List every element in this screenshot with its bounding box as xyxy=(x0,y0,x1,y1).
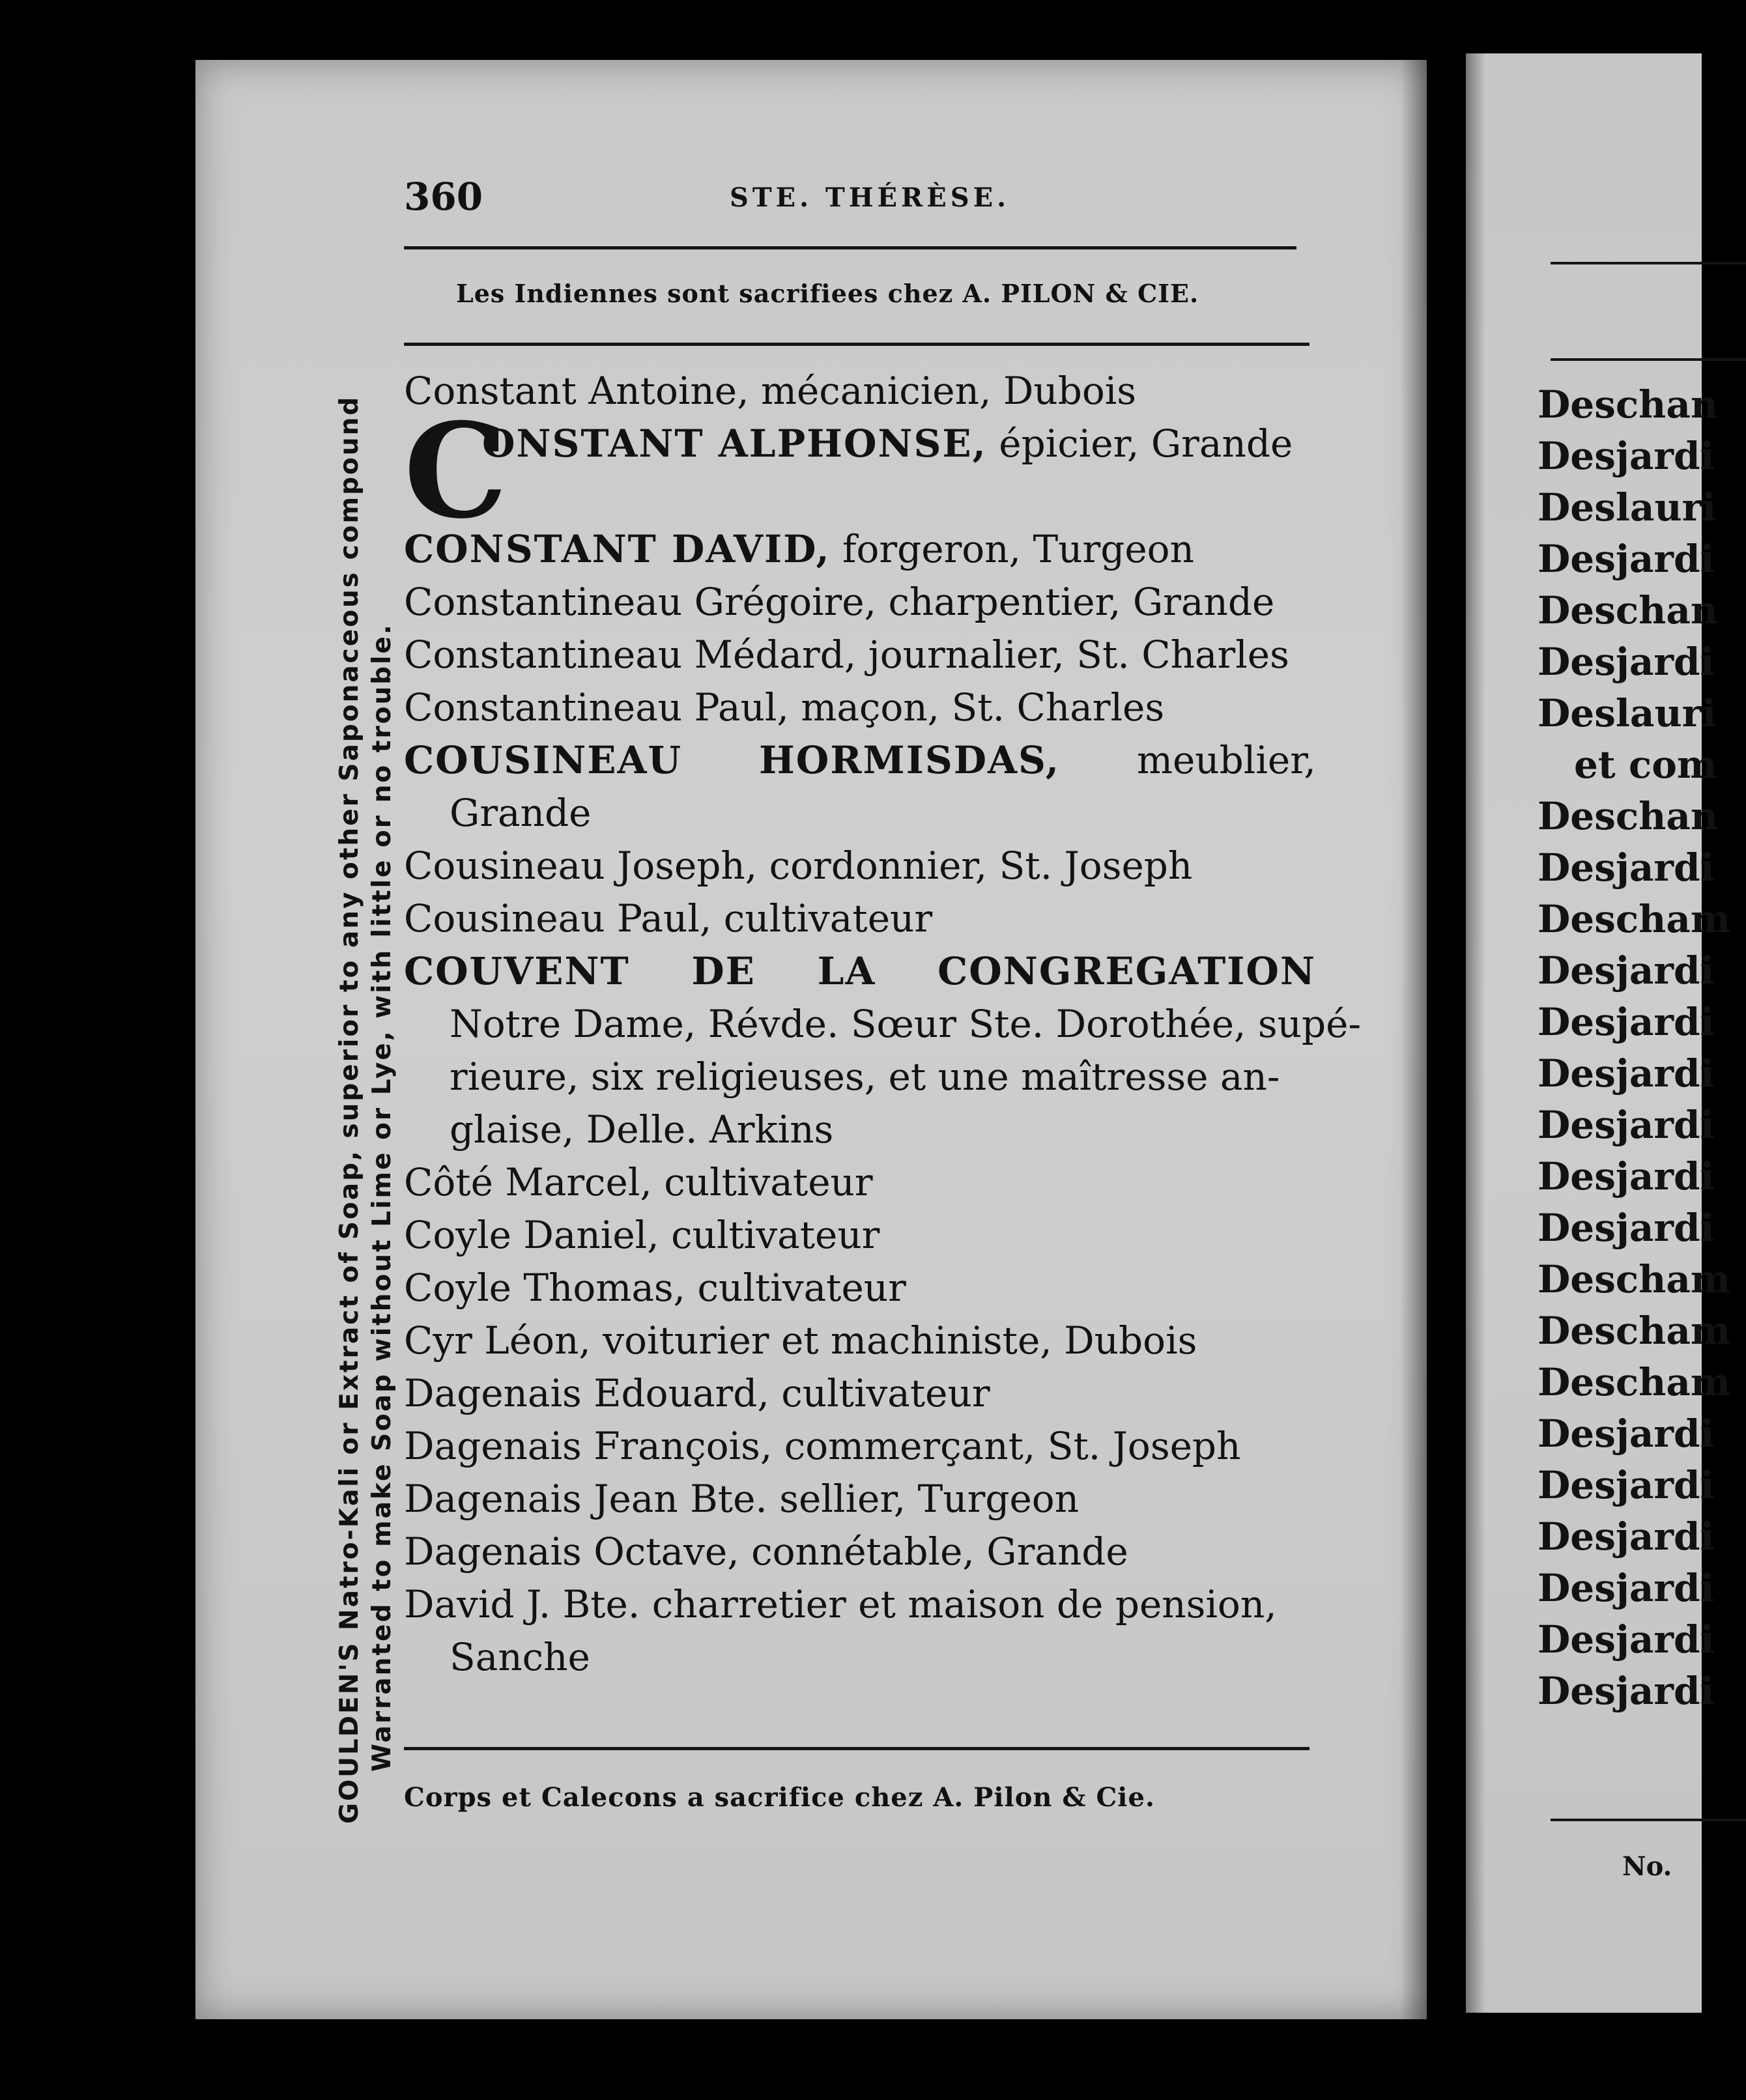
right-rule-top xyxy=(1551,262,1746,264)
right-page-entry: Desjardi xyxy=(1538,1617,1715,1662)
entry-detail: cultivateur xyxy=(769,1371,990,1415)
directory-entry xyxy=(404,734,1316,787)
entry-name xyxy=(404,945,1316,998)
right-page-entry: Deslauri xyxy=(1538,691,1717,735)
entry-detail: cultivateur xyxy=(659,1213,880,1257)
header-rule-top xyxy=(404,246,1296,249)
directory-entry xyxy=(404,1631,1316,1684)
right-page-entry: Desjardi xyxy=(1538,1154,1715,1199)
directory-entry xyxy=(404,395,1316,548)
entry-name: Coyle Daniel, xyxy=(404,1213,659,1257)
entry-name: Constantineau Paul, xyxy=(404,685,789,730)
right-page-partial xyxy=(1466,53,1731,2013)
directory-entry xyxy=(404,1525,1316,1578)
page-number: 360 xyxy=(404,175,483,219)
heading-word: DE xyxy=(691,949,756,993)
right-page-entry: Deslauri xyxy=(1538,485,1717,530)
entry-detail: charpentier, Grande xyxy=(876,580,1275,624)
heading-word: COUSINEAU xyxy=(404,738,683,782)
entry-name: Constantineau Grégoire, xyxy=(404,580,877,624)
directory-entry xyxy=(404,1103,1316,1156)
entry-detail: voiturier et machiniste, Dubois xyxy=(590,1318,1197,1363)
heading-word: COUVENT xyxy=(404,949,630,993)
right-page-entry: Desjardi xyxy=(1538,1206,1715,1250)
entry-detail: Grande xyxy=(450,791,592,835)
right-page-entry: Deschan xyxy=(1538,588,1719,632)
right-page-entry: Desjardi xyxy=(1538,1566,1715,1610)
side-advertisement xyxy=(334,0,399,1824)
entry-name: Dagenais François, xyxy=(404,1424,773,1468)
directory-entry xyxy=(404,681,1316,734)
directory-entry xyxy=(404,629,1316,681)
right-rule-footer xyxy=(1551,1819,1746,1821)
entry-detail: connétable, Grande xyxy=(739,1529,1128,1574)
right-page-entry: Desjardi xyxy=(1538,1412,1715,1456)
bottom-advertisement: Corps et Calecons a sacrifice chez A. Pilon & Cie. xyxy=(404,1782,1155,1813)
directory-entries xyxy=(404,365,1362,1684)
entry-name: Dagenais Jean Bte. xyxy=(404,1477,767,1521)
entry-name: Dagenais Octave, xyxy=(404,1529,739,1574)
entry-name: David J. Bte. xyxy=(404,1582,640,1626)
right-page-entry: Descham xyxy=(1538,897,1731,941)
directory-entry xyxy=(404,840,1316,892)
right-page-entry: Desjardi xyxy=(1538,537,1715,581)
right-page-entry: Desjardi xyxy=(1538,1514,1715,1559)
heading-word: LA xyxy=(817,949,876,993)
directory-entry xyxy=(404,1314,1316,1367)
side-ad-line-2: Warranted to make Soap without Lime or Lye, with little or no trouble. xyxy=(367,623,397,1772)
right-page-entry: et com xyxy=(1574,743,1717,787)
top-advertisement: Les Indiennes sont sacrifiees chez A. PILON & CIE. xyxy=(456,279,1199,308)
entry-name: Côté Marcel, xyxy=(404,1160,652,1204)
right-page-entry: Desjardi xyxy=(1538,1669,1715,1713)
right-page-entry: Desjardi xyxy=(1538,1051,1715,1096)
entry-detail: Notre Dame, Révde. Sœur Ste. Dorothée, supé- xyxy=(450,1002,1362,1046)
heading-word: HORMISDAS, xyxy=(759,738,1061,782)
directory-entry xyxy=(404,1156,1316,1209)
directory-entry xyxy=(404,1578,1316,1631)
entry-detail: mécanicien, Dubois xyxy=(749,369,1137,413)
right-page-entry: Descham xyxy=(1538,1309,1731,1353)
directory-entry xyxy=(404,1209,1316,1262)
right-page-entry: Desjardi xyxy=(1538,640,1715,684)
entry-name: Coyle Thomas, xyxy=(404,1266,686,1310)
entry-detail: meublier, xyxy=(1136,738,1316,782)
entry-name: Cousineau Paul, xyxy=(404,896,712,941)
entry-detail: forgeron, Turgeon xyxy=(830,527,1194,571)
entry-name: CONSTANT DAVID, xyxy=(404,527,831,571)
entry-name: Cyr Léon, xyxy=(404,1318,591,1363)
entry-detail: charretier et maison de pension, xyxy=(640,1582,1277,1626)
right-page-entry: Deschan xyxy=(1538,382,1719,427)
directory-entry xyxy=(404,787,1316,840)
directory-entry xyxy=(404,945,1316,998)
right-page-entry: Desjardi xyxy=(1538,434,1715,478)
directory-entry xyxy=(404,1420,1316,1473)
entry-detail: Sanche xyxy=(450,1635,590,1679)
entry-detail: commerçant, St. Joseph xyxy=(772,1424,1241,1468)
entry-detail: cultivateur xyxy=(685,1266,906,1310)
side-ad-line-1: GOULDEN'S Natro-Kali or Extract of Soap, superior to any other Saponaceous compound xyxy=(335,395,364,1824)
entry-name: Cousineau Joseph, xyxy=(404,844,758,888)
directory-entry xyxy=(404,365,1316,418)
directory-entry xyxy=(404,998,1362,1051)
entry-name: Constantineau Médard, xyxy=(404,632,857,677)
entry-detail: glaise, Delle. Arkins xyxy=(450,1107,834,1152)
entry-detail: sellier, Turgeon xyxy=(767,1477,1080,1521)
right-page-entry: Descham xyxy=(1538,1360,1731,1404)
entry-name: Constant Antoine, xyxy=(404,369,749,413)
right-page-entry: Desjardi xyxy=(1538,845,1715,890)
right-page-entry: Desjardi xyxy=(1538,1103,1715,1147)
right-page-entry: Deschan xyxy=(1538,794,1719,838)
entry-detail: maçon, St. Charles xyxy=(788,685,1165,730)
right-page-entry: Desjardi xyxy=(1538,1463,1715,1507)
directory-entry xyxy=(404,1051,1316,1103)
running-head: STE. THÉRÈSE. xyxy=(730,182,1010,213)
right-rule-bottom xyxy=(1551,358,1746,361)
right-page-entry: Descham xyxy=(1538,1257,1731,1301)
entry-text: ONSTANT ALPHONSE, épicier, Grande xyxy=(482,421,1293,466)
directory-entry xyxy=(404,576,1316,629)
right-page-entry: Desjardi xyxy=(1538,1000,1715,1044)
right-page-entry: Desjardi xyxy=(1538,948,1715,993)
directory-entry xyxy=(404,892,1316,945)
directory-entry xyxy=(404,1262,1316,1314)
entry-detail: cordonnier, St. Joseph xyxy=(757,844,1193,888)
entry-name: Dagenais Edouard, xyxy=(404,1371,769,1415)
header-rule-bottom xyxy=(404,343,1310,346)
directory-entry xyxy=(404,1473,1316,1525)
heading-word: CONGREGATION xyxy=(937,949,1316,993)
entry-detail: journalier, St. Charles xyxy=(856,632,1289,677)
entry-detail: rieure, six religieuses, et une maîtresse an- xyxy=(450,1055,1280,1099)
right-page-footer: No. xyxy=(1622,1851,1672,1882)
directory-entry xyxy=(404,1367,1316,1420)
directory-entry xyxy=(404,523,1316,576)
drop-cap-letter: C xyxy=(404,395,508,548)
right-page-entries xyxy=(1538,379,1730,1717)
entry-detail: cultivateur xyxy=(651,1160,873,1204)
entry-detail: cultivateur xyxy=(711,896,933,941)
footer-rule xyxy=(404,1747,1310,1750)
